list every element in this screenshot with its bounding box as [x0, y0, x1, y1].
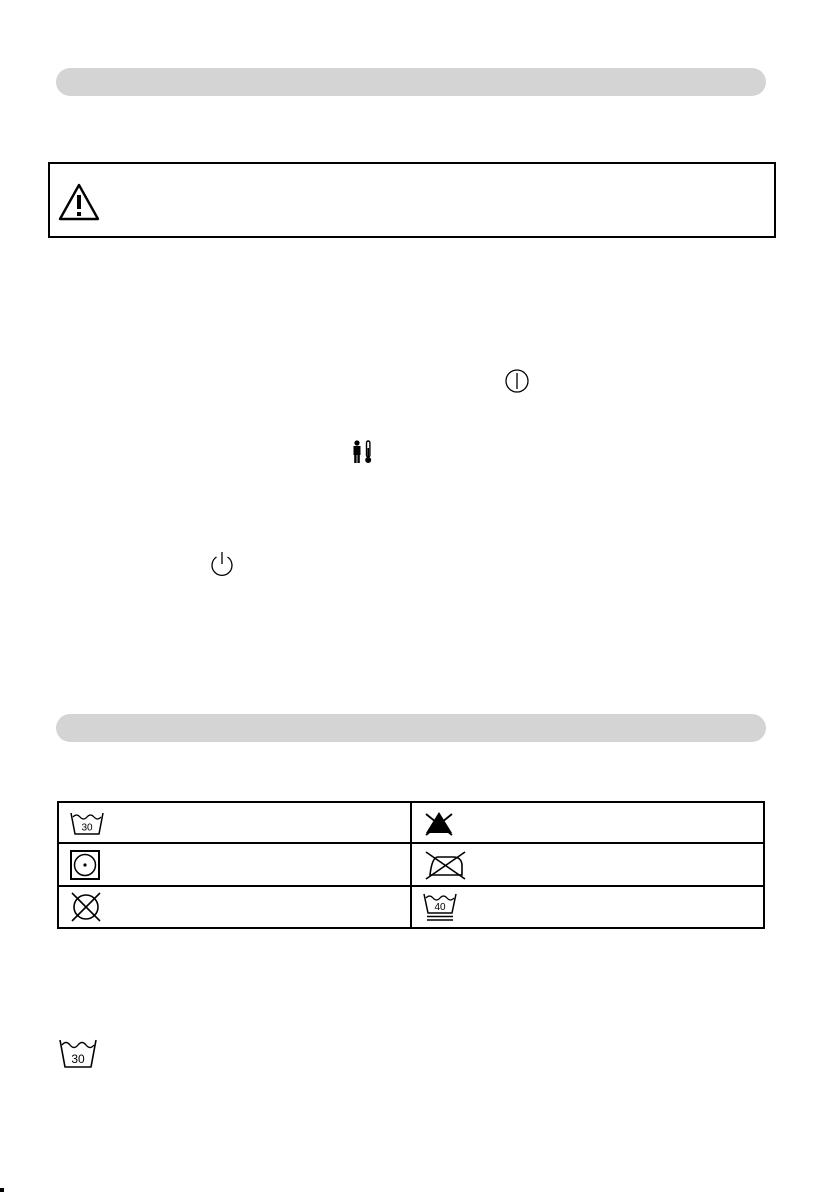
do-not-bleach-icon	[422, 809, 458, 837]
table-cell	[58, 843, 411, 886]
comfort-mode-icon	[352, 440, 374, 464]
table-row	[58, 802, 764, 843]
wash-temperature-label: 30	[71, 1052, 85, 1066]
do-not-iron-icon	[422, 849, 468, 881]
warning-triangle-icon	[58, 182, 100, 222]
care-symbols-table	[57, 801, 765, 929]
crop-mark	[0, 1188, 4, 1192]
tumble-dry-icon	[69, 849, 101, 881]
do-not-dry-clean-icon	[69, 890, 103, 924]
wash-30-icon	[58, 1036, 98, 1070]
power-icon	[208, 550, 236, 578]
table-cell	[411, 802, 764, 843]
table-cell	[58, 886, 411, 928]
table-cell	[58, 802, 411, 843]
wash-30-icon	[69, 810, 105, 836]
warning-box	[48, 162, 776, 238]
wash-40-gentle-icon	[422, 892, 458, 922]
table-cell	[411, 886, 764, 928]
wash-temperature-label: 30	[81, 822, 93, 833]
table-row	[58, 886, 764, 928]
table-row	[58, 843, 764, 886]
section-header-bar	[56, 714, 766, 742]
wash-temperature-label: 40	[434, 902, 446, 913]
section-header-bar	[56, 68, 766, 96]
table-cell	[411, 843, 764, 886]
standby-icon	[504, 368, 530, 394]
